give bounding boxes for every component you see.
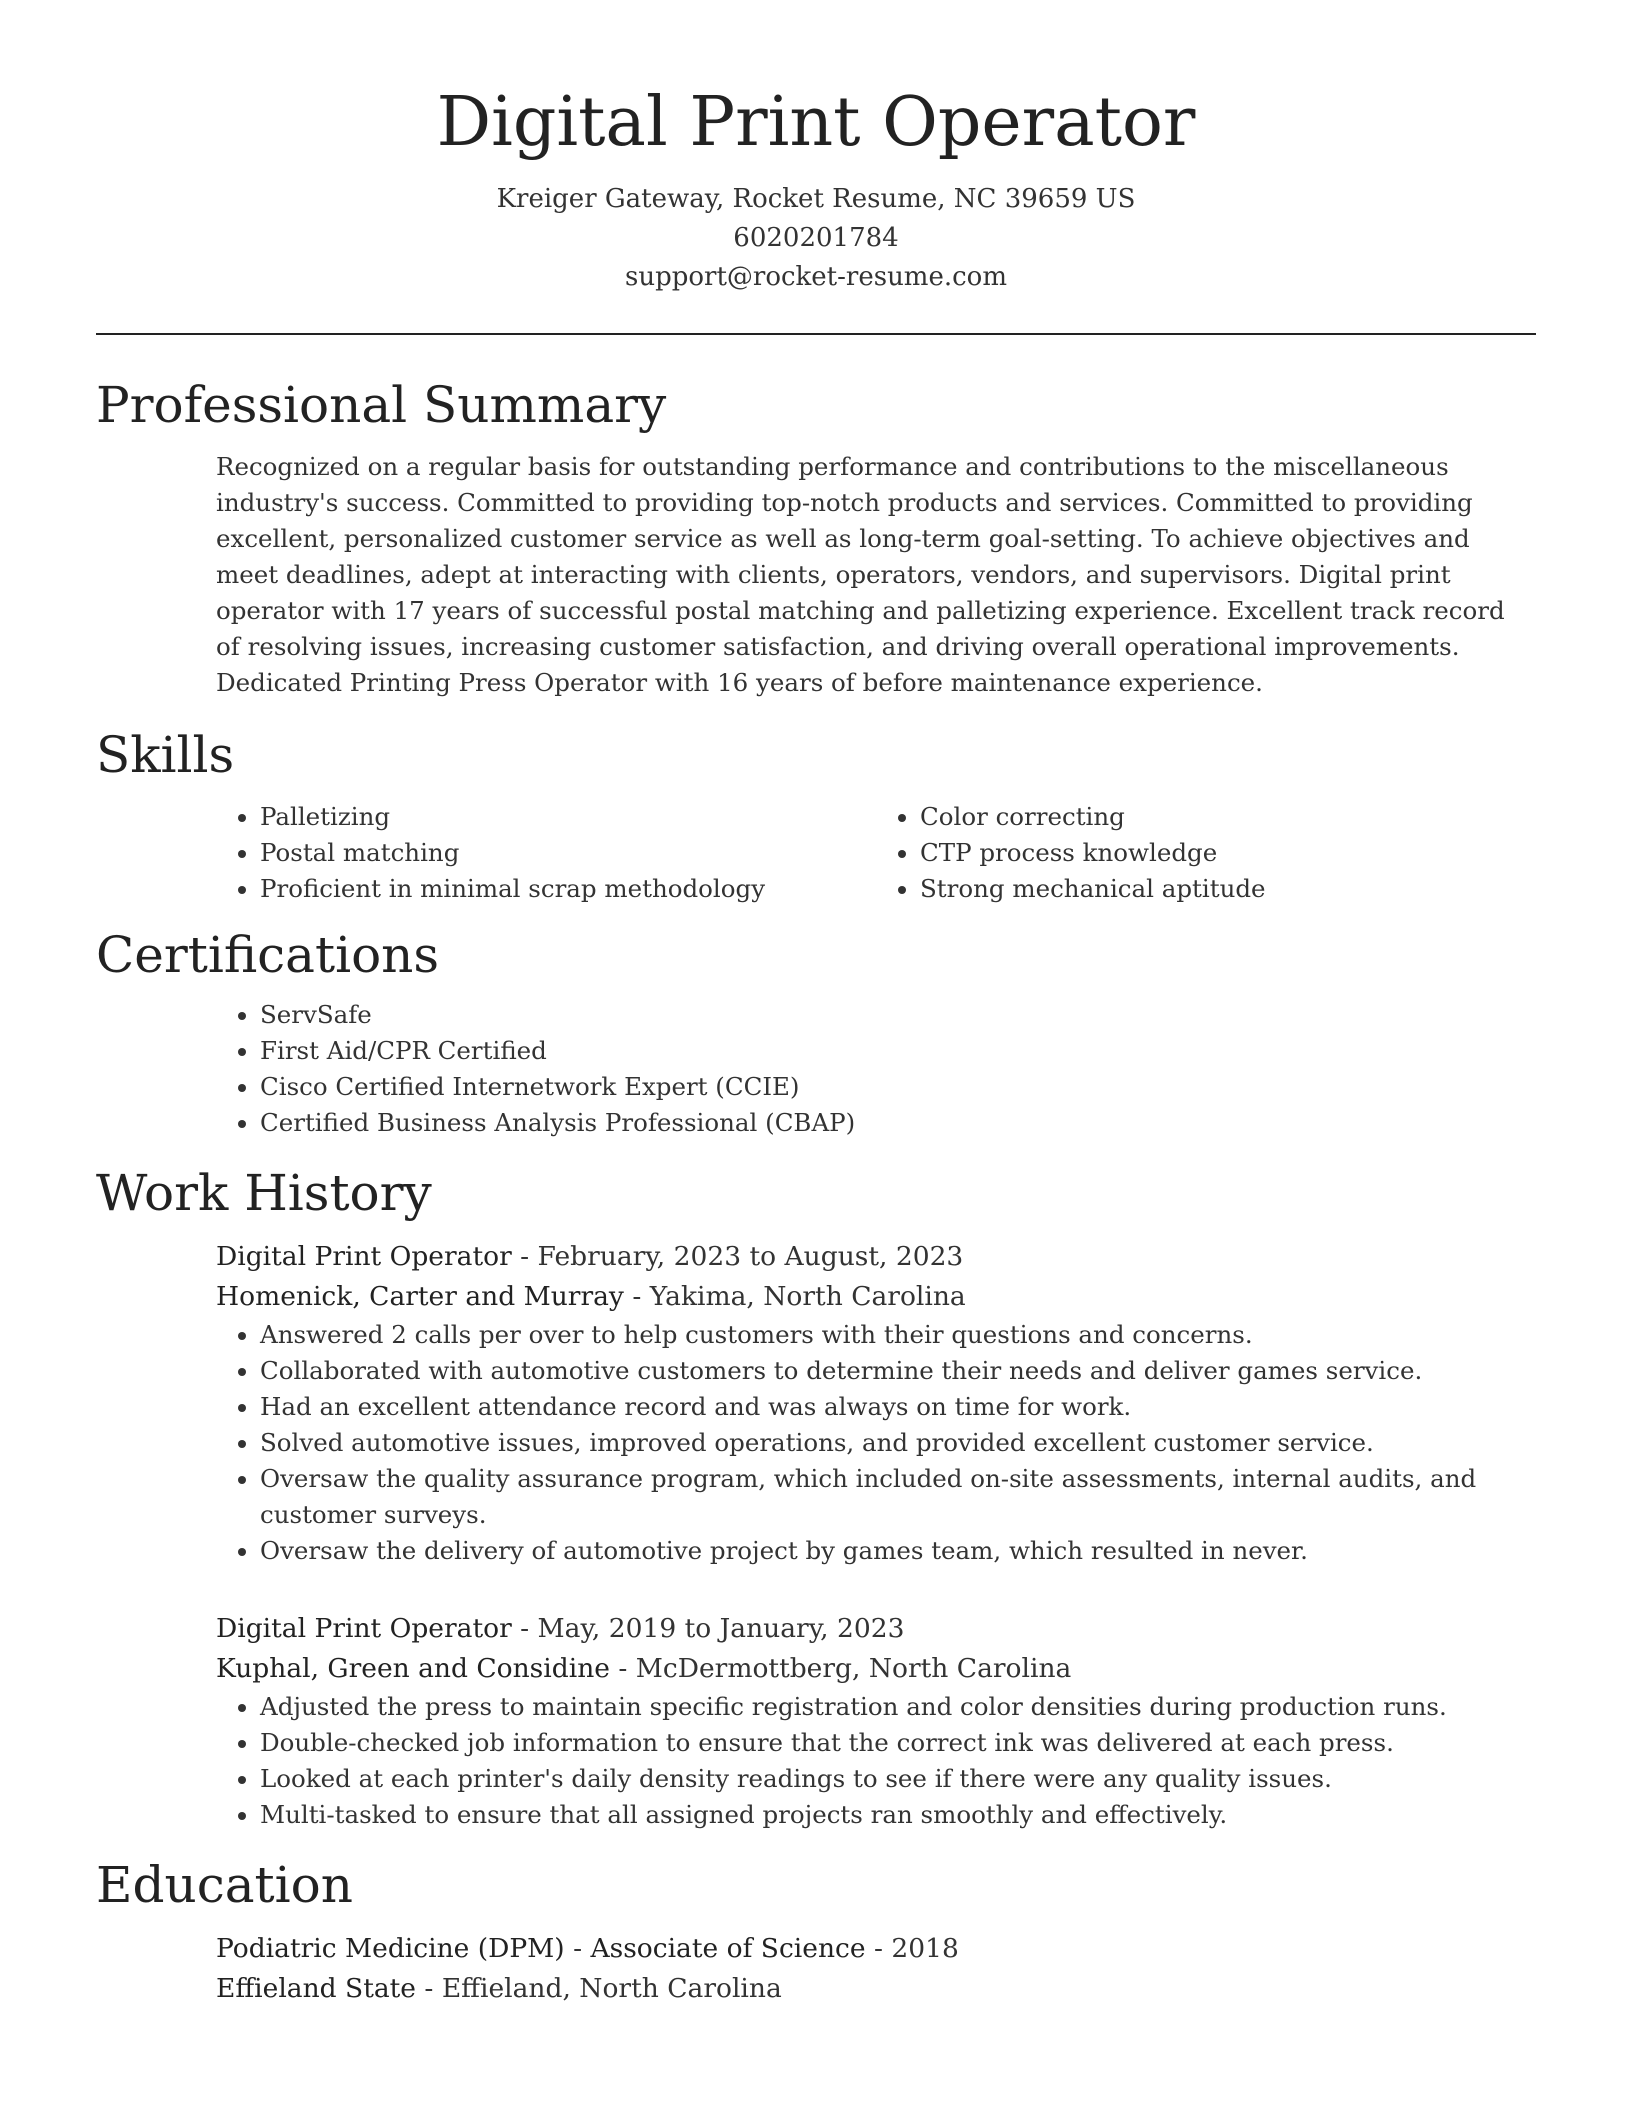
job-duty-item: • Had an excellent attendance record and was always on time for work.	[260, 1389, 1536, 1425]
job-duty-item: • Collaborated with automotive customers to determine their needs and deliver games service.	[260, 1353, 1536, 1389]
resume-header	[0, 0, 1632, 297]
job-duty-item: • Multi-tasked to ensure that all assigned projects ran smoothly and effectively.	[260, 1797, 1536, 1833]
job-duties-list	[216, 1689, 1536, 1833]
section-title-certifications: Certifications	[96, 926, 440, 985]
email: support@rocket-resume.com	[624, 262, 1007, 293]
job-position: Digital Print Operator	[216, 1613, 512, 1645]
job-company: Kuphal, Green and Considine	[216, 1653, 610, 1685]
professional-summary-section	[96, 375, 1536, 701]
job-duties-list	[216, 1317, 1536, 1569]
separator: -	[865, 1933, 892, 1965]
education-location: Effieland, North Carolina	[441, 1973, 782, 2005]
certifications-section	[96, 925, 1536, 1141]
job-location: Yakima, North Carolina	[649, 1281, 966, 1313]
section-title-summary: Professional Summary	[96, 376, 667, 435]
skill-item: • Proficient in minimal scrap methodology	[260, 871, 876, 907]
education-school-line	[216, 1969, 1536, 2009]
job-title-line	[216, 1609, 1536, 1649]
job-entry	[216, 1237, 1536, 1569]
education-school: Effieland State	[216, 1973, 416, 2005]
job-company: Homenick, Carter and Murray	[216, 1281, 624, 1313]
job-dates: February, 2023 to August, 2023	[537, 1241, 964, 1273]
job-duty-item: • Double-checked job information to ensure that the correct ink was delivered at each press.	[260, 1725, 1536, 1761]
separator: -	[511, 1241, 538, 1273]
section-title-work-history: Work History	[96, 1164, 432, 1223]
education-level: Associate of Science	[590, 1933, 866, 1965]
separator: -	[416, 1973, 442, 2005]
job-location: McDermottberg, North Carolina	[635, 1653, 1072, 1685]
skills-list-left	[216, 799, 876, 907]
job-duty-item: • Answered 2 calls per over to help customers with their questions and concerns.	[260, 1317, 1536, 1353]
job-entry	[216, 1609, 1536, 1833]
address: Kreiger Gateway, Rocket Resume, NC 39659 US	[496, 184, 1136, 215]
education-section	[96, 1855, 1536, 2009]
job-duty-item: • Looked at each printer's daily density readings to see if there were any quality issues.	[260, 1761, 1536, 1797]
certification-item: • First Aid/CPR Certified	[260, 1033, 1536, 1069]
job-company-line	[216, 1649, 1536, 1689]
separator: -	[564, 1933, 591, 1965]
section-title-skills: Skills	[96, 726, 235, 785]
certification-item: • Certified Business Analysis Professional (CBAP)	[260, 1105, 1536, 1141]
summary-text: Recognized on a regular basis for outstanding performance and contributions to the miscellaneous industry's success. Committed to providing top-notch products and services. Committed to providing excellent, personalized customer service as well as long-term goal-setting. To achieve objectives and meet deadlines, adept at interacting with clients, operators, vendors, and supervisors. Digital print operator with 17 years of successful postal matching and palletizing experience. Excellent track record of resolving issues, increasing customer satisfaction, and driving overall operational improvements. Dedicated Printing Press Operator with 16 years of before maintenance experience.	[216, 452, 1505, 698]
separator: -	[623, 1281, 650, 1313]
job-duty-item: • Solved automotive issues, improved operations, and provided excellent customer service.	[260, 1425, 1536, 1461]
certification-item: • Cisco Certified Internetwork Expert (CCIE)	[260, 1069, 1536, 1105]
separator: -	[511, 1613, 538, 1645]
skill-item: • Palletizing	[260, 799, 876, 835]
job-duty-item: • Oversaw the delivery of automotive project by games team, which resulted in never.	[260, 1533, 1536, 1569]
education-entry	[216, 1929, 1536, 2009]
skill-item: • Strong mechanical aptitude	[920, 871, 1536, 907]
contact-block	[0, 180, 1632, 297]
skills-grid	[216, 799, 1536, 907]
education-degree-line	[216, 1929, 1536, 1969]
job-duty-item: • Adjusted the press to maintain specific registration and color densities during production runs.	[260, 1689, 1536, 1725]
education-year: 2018	[891, 1933, 959, 1965]
skills-list-right	[876, 799, 1536, 907]
skills-section	[96, 725, 1536, 907]
certifications-body	[216, 997, 1536, 1141]
job-position: Digital Print Operator	[216, 1241, 512, 1273]
candidate-title: Digital Print Operator	[436, 83, 1196, 162]
education-degree: Podiatric Medicine (DPM)	[216, 1933, 565, 1965]
certifications-list	[216, 997, 1536, 1141]
separator: -	[609, 1653, 636, 1685]
phone: 6020201784	[733, 223, 899, 254]
certification-item: • ServSafe	[260, 997, 1536, 1033]
job-title-line	[216, 1237, 1536, 1277]
job-dates: May, 2019 to January, 2023	[537, 1613, 905, 1645]
section-title-education: Education	[96, 1856, 353, 1915]
work-history-section	[96, 1163, 1536, 1833]
header-divider	[96, 333, 1536, 335]
skill-item: • CTP process knowledge	[920, 835, 1536, 871]
skill-item: • Postal matching	[260, 835, 876, 871]
skill-item: • Color correcting	[920, 799, 1536, 835]
job-company-line	[216, 1277, 1536, 1317]
job-duty-item: • Oversaw the quality assurance program, which included on-site assessments, internal audits, and customer surveys.	[260, 1461, 1536, 1533]
